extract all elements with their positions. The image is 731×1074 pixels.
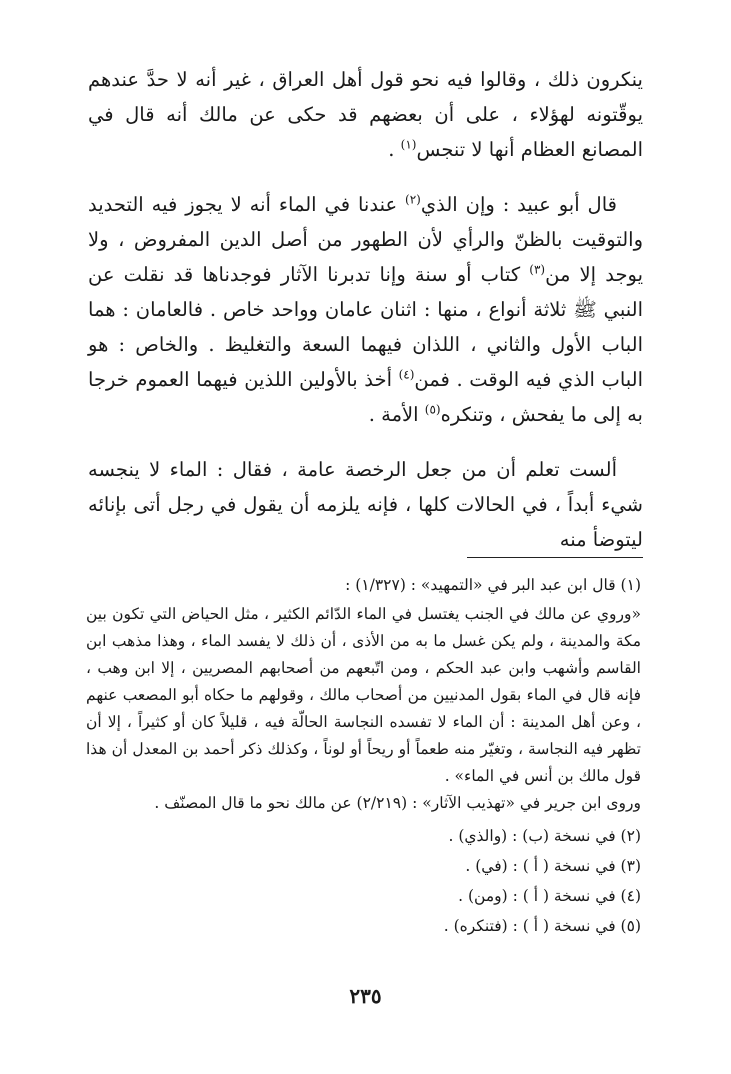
footnote-1-heading: (١) قال ابن عبد البر في «التمهيد» : (١/٣٢٧) : [345, 576, 641, 594]
footnote-divider [467, 557, 643, 558]
footnote-2: (٢) في نسخة (ب) : (والذي) . [448, 827, 641, 845]
footnote-4: (٤) في نسخة ( أ ) : (ومن) . [458, 887, 641, 905]
main-text [88, 62, 643, 577]
footnote-1-quote: «وروي عن مالك في الجنب يغتسل في الماء الدّائم الكثير ، مثل الحياض التي تكون بين مكة والمدينة ، ولم يكن غسل ما به من الأذى ، أن ذلك لا يفسد الماء ، وهذا مذهب ابن القاسم وأشهب وابن عبد الحكم ، ومن اتّبعهم من أصحابهم المصريين ، إلا ابن وهب ، فإنه قال في الماء بقول المدنيين من أصحاب مالك ، وقولهم ما حكاه أبو المصعب عنهم ، وعن أهل المدينة : أن الماء لا تفسده النجاسة الحالّة فيه ، قليلاً كان أو كثيراً ، إلا أن تظهر فيه النجاسة ، وتغيّر منه طعماً أو ريحاً أو لوناً ، وكذلك ذكر أحمد بن المعدل أن هذا قول مالك بن أنس في الماء» . [86, 605, 641, 785]
paragraph-1: ينكرون ذلك ، وقالوا فيه نحو قول أهل العراق ، غير أنه لا حدَّ عندهم يوقّتونه لهؤلاء ، على أن بعضهم قد حكى عن مالك أنه قال في المصانع العظام أنها لا تنجس$^{(١)}$ . [88, 68, 643, 161]
paragraph-2: قال أبو عبيد : وإن الذي$^{(٢)}$ عندنا في الماء أنه لا يجوز فيه التحديد والتوقيت بالظنّ والرأي لأن الطهور من أصل الدين المفروض ، ولا يوجد إلا من$^{(٣)}$ كتاب أو سنة وإنا تدبرنا الآثار فوجدناها قد نقلت عن النبي ﷺ ثلاثة أنواع ، منها : اثنان عامان وواحد خاص . فالعامان : هما الباب الأول والثاني ، اللذان فيهما السعة والتغليظ . والخاص : هو الباب الذي فيه الوقت . فمن$^{(٤)}$ أخذ بالأولين اللذين فيهما العموم خرجا به إلى ما يفحش ، وتنكره$^{(٥)}$ الأمة . [88, 192, 644, 426]
footnote-1-tail: وروى ابن جرير في «تهذيب الآثار» : (٢/٢١٩) عن مالك نحو ما قال المصنّف . [154, 794, 641, 812]
footnote-ref-2: (٢) [405, 192, 421, 207]
footnote-list [86, 821, 641, 941]
footnote-3: (٣) في نسخة ( أ ) : (في) . [465, 857, 641, 875]
page-number: ٢٣٥ [349, 984, 382, 1008]
footnotes [86, 572, 641, 941]
footnote-5: (٥) في نسخة ( أ ) : (فتنكره) . [443, 917, 641, 935]
footnote-ref-3: (٣) [529, 262, 546, 277]
paragraph-3: ألست تعلم أن من جعل الرخصة عامة ، فقال : الماء لا ينجسه شيء أبداً ، في الحالات كلها ، فإنه يلزمه أن يقول في رجل أتى بإنائه ليتوضأ منه [88, 458, 643, 551]
footnote-ref-5: (٥) [424, 402, 441, 417]
footnote-ref-4: (٤) [398, 367, 415, 382]
footnote-ref-1: (١) [400, 137, 417, 152]
